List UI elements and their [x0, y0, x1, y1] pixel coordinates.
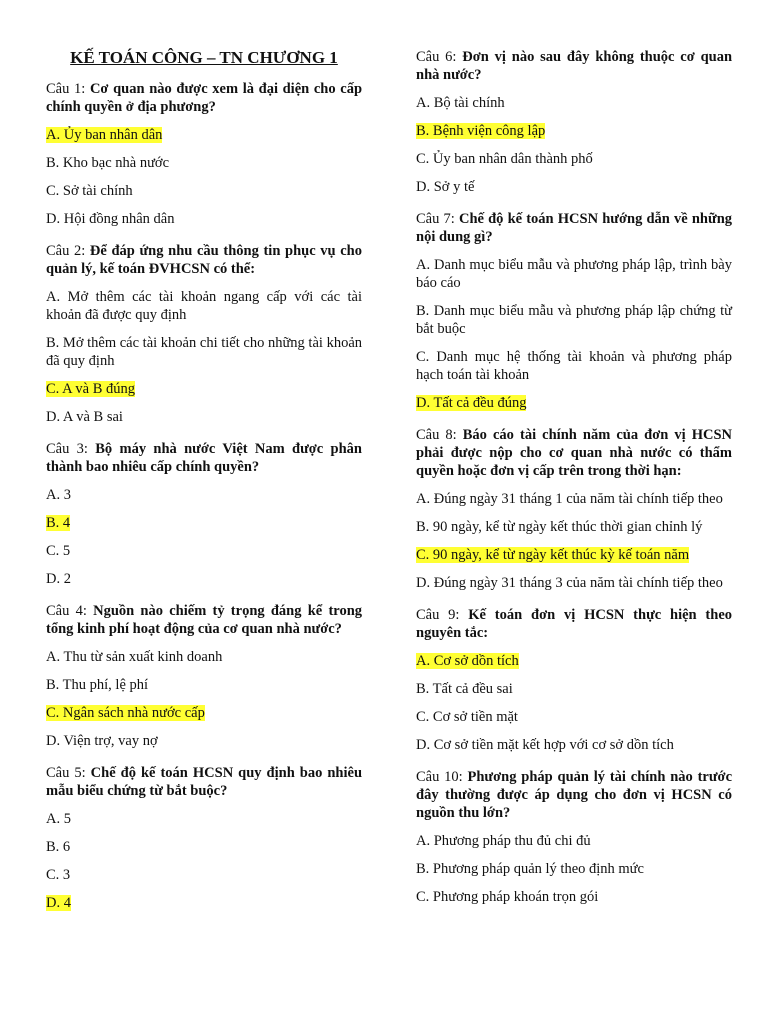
- answer-option: [46, 380, 362, 398]
- answer-option-text: C. Phương pháp khoán trọn gói: [416, 889, 599, 905]
- answer-option: [46, 676, 362, 694]
- answer-option-text: C. 5: [46, 543, 71, 559]
- question-3: [46, 440, 362, 588]
- question-text: [46, 602, 362, 638]
- question-number: Câu 4:: [46, 603, 87, 619]
- answer-option-text: B. 6: [46, 839, 71, 855]
- answer-option: [416, 150, 732, 168]
- question-list-right: [416, 48, 732, 906]
- answer-option-text: A. 3: [46, 487, 71, 503]
- answer-option: [416, 94, 732, 112]
- answer-option: [416, 518, 732, 536]
- question-body: Để đáp ứng nhu cầu thông tin phục vụ cho quản lý, kế toán ĐVHCSN có thể:: [46, 243, 362, 277]
- question-5: [46, 764, 362, 912]
- answer-option: [46, 894, 362, 912]
- answer-option: [416, 736, 732, 754]
- correct-answer-highlight: C. A và B đúng: [46, 381, 136, 397]
- answer-option: [46, 408, 362, 426]
- answer-option: [46, 570, 362, 588]
- left-column: [46, 48, 362, 926]
- answer-option-text: B. Mở thêm các tài khoản chi tiết cho những tài khoản đã quy định: [46, 335, 362, 369]
- correct-answer-highlight: B. Bệnh viện công lập: [416, 123, 546, 139]
- answer-option: [46, 182, 362, 200]
- answer-option: [416, 302, 732, 338]
- answer-option-text: C. 3: [46, 867, 71, 883]
- answer-option: [46, 154, 362, 172]
- answer-option: [416, 490, 732, 508]
- answer-option-text: D. Sở y tế: [416, 179, 475, 195]
- answer-option-text: A. Mở thêm các tài khoản ngang cấp với các tài khoản đã được quy định: [46, 289, 362, 323]
- question-body: Kế toán đơn vị HCSN thực hiện theo nguyên tắc:: [416, 607, 733, 641]
- question-body: Nguồn nào chiếm tỷ trọng đáng kể trong tổng kinh phí hoạt động của cơ quan nhà nước?: [46, 603, 363, 637]
- answer-option-text: C. Ủy ban nhân dân thành phố: [416, 151, 593, 167]
- question-body: Phương pháp quản lý tài chính nào trước đây thường được áp dụng cho đơn vị HCSN có nguồn thu lớn?: [416, 769, 733, 821]
- question-text: [416, 768, 732, 822]
- question-text: [46, 80, 362, 116]
- question-number: Câu 6:: [416, 49, 457, 65]
- question-number: Câu 8:: [416, 427, 457, 443]
- answer-option-text: D. Đúng ngày 31 tháng 3 của năm tài chính tiếp theo: [416, 575, 723, 591]
- answer-option-text: A. 5: [46, 811, 71, 827]
- answer-option: [46, 838, 362, 856]
- right-column: [416, 48, 732, 920]
- question-4: [46, 602, 362, 750]
- answer-option-text: A. Bộ tài chính: [416, 95, 505, 111]
- question-body: Đơn vị nào sau đây không thuộc cơ quan nhà nước?: [416, 49, 733, 83]
- answer-option: [416, 832, 732, 850]
- question-number: Câu 5:: [46, 765, 86, 781]
- answer-option-text: C. Danh mục hệ thống tài khoản và phương pháp hạch toán tài khoản: [416, 349, 732, 383]
- answer-option: [46, 486, 362, 504]
- question-6: [416, 48, 732, 196]
- answer-option-text: B. Tất cả đều sai: [416, 681, 513, 697]
- question-body: Chế độ kế toán HCSN quy định bao nhiêu mẫu biểu chứng từ bắt buộc?: [46, 765, 363, 799]
- correct-answer-highlight: B. 4: [46, 515, 71, 531]
- question-number: Câu 3:: [46, 441, 88, 457]
- correct-answer-highlight: A. Ủy ban nhân dân: [46, 127, 163, 143]
- question-number: Câu 2:: [46, 243, 86, 259]
- correct-answer-highlight: A. Cơ sở dồn tích: [416, 653, 519, 669]
- answer-option: [46, 866, 362, 884]
- question-number: Câu 10:: [416, 769, 463, 785]
- answer-option-text: B. Danh mục biểu mẫu và phương pháp lập chứng từ bắt buộc: [416, 303, 732, 337]
- answer-option: [46, 704, 362, 722]
- question-body: Chế độ kế toán HCSN hướng dẫn về những nội dung gì?: [416, 211, 733, 245]
- answer-option: [416, 348, 732, 384]
- question-10: [416, 768, 732, 906]
- answer-option: [416, 708, 732, 726]
- answer-option: [46, 732, 362, 750]
- question-number: Câu 1:: [46, 81, 86, 97]
- question-body: Báo cáo tài chính năm của đơn vị HCSN phải được nộp cho cơ quan nhà nước có thẩm quyền hoặc đơn vị cấp trên trong thời hạn:: [416, 427, 732, 479]
- answer-option: [46, 810, 362, 828]
- answer-option-text: B. Phương pháp quản lý theo định mức: [416, 861, 644, 877]
- page-title: KẾ TOÁN CÔNG – TN CHƯƠNG 1: [70, 48, 338, 67]
- answer-option-text: D. Viện trợ, vay nợ: [46, 733, 158, 749]
- answer-option: [416, 860, 732, 878]
- answer-option: [46, 334, 362, 370]
- answer-option-text: B. Kho bạc nhà nước: [46, 155, 170, 171]
- correct-answer-highlight: D. Tất cả đều đúng: [416, 395, 527, 411]
- answer-option: [46, 210, 362, 228]
- answer-option-text: B. 90 ngày, kể từ ngày kết thúc thời gian chỉnh lý: [416, 519, 703, 535]
- question-text: [46, 242, 362, 278]
- answer-option-text: D. Hội đồng nhân dân: [46, 211, 175, 227]
- answer-option: [416, 574, 732, 592]
- answer-option: [416, 256, 732, 292]
- question-text: [416, 210, 732, 246]
- answer-option-text: B. Thu phí, lệ phí: [46, 677, 149, 693]
- question-body: Bộ máy nhà nước Việt Nam được phân thành bao nhiêu cấp chính quyền?: [46, 441, 362, 475]
- question-list-left: [46, 80, 362, 912]
- question-2: [46, 242, 362, 426]
- question-text: [46, 764, 362, 800]
- correct-answer-highlight: D. 4: [46, 895, 71, 911]
- answer-option: [416, 680, 732, 698]
- question-9: [416, 606, 732, 754]
- question-text: [46, 440, 362, 476]
- question-8: [416, 426, 732, 592]
- question-text: [416, 426, 732, 480]
- answer-option-text: A. Danh mục biểu mẫu và phương pháp lập, trình bày báo cáo: [416, 257, 732, 291]
- answer-option: [416, 394, 732, 412]
- answer-option: [416, 122, 732, 140]
- correct-answer-highlight: C. 90 ngày, kể từ ngày kết thúc kỳ kế toán năm: [416, 547, 690, 563]
- answer-option: [46, 648, 362, 666]
- question-7: [416, 210, 732, 412]
- answer-option-text: D. A và B sai: [46, 409, 123, 425]
- answer-option: [416, 178, 732, 196]
- answer-option-text: A. Thu từ sản xuất kinh doanh: [46, 649, 223, 665]
- answer-option: [416, 888, 732, 906]
- question-number: Câu 7:: [416, 211, 455, 227]
- answer-option: [46, 514, 362, 532]
- answer-option-text: C. Cơ sở tiền mặt: [416, 709, 518, 725]
- answer-option: [46, 288, 362, 324]
- answer-option: [416, 652, 732, 670]
- question-number: Câu 9:: [416, 607, 460, 623]
- answer-option: [416, 546, 732, 564]
- answer-option: [46, 542, 362, 560]
- answer-option-text: D. Cơ sở tiền mặt kết hợp với cơ sở dồn tích: [416, 737, 674, 753]
- correct-answer-highlight: C. Ngân sách nhà nước cấp: [46, 705, 205, 721]
- question-text: [416, 48, 732, 84]
- answer-option-text: A. Phương pháp thu đủ chi đủ: [416, 833, 591, 849]
- answer-option-text: C. Sở tài chính: [46, 183, 133, 199]
- answer-option: [46, 126, 362, 144]
- answer-option-text: A. Đúng ngày 31 tháng 1 của năm tài chính tiếp theo: [416, 491, 723, 507]
- question-text: [416, 606, 732, 642]
- question-body: Cơ quan nào được xem là đại diện cho cấp chính quyền ở địa phương?: [46, 81, 363, 115]
- answer-option-text: D. 2: [46, 571, 71, 587]
- question-1: [46, 80, 362, 228]
